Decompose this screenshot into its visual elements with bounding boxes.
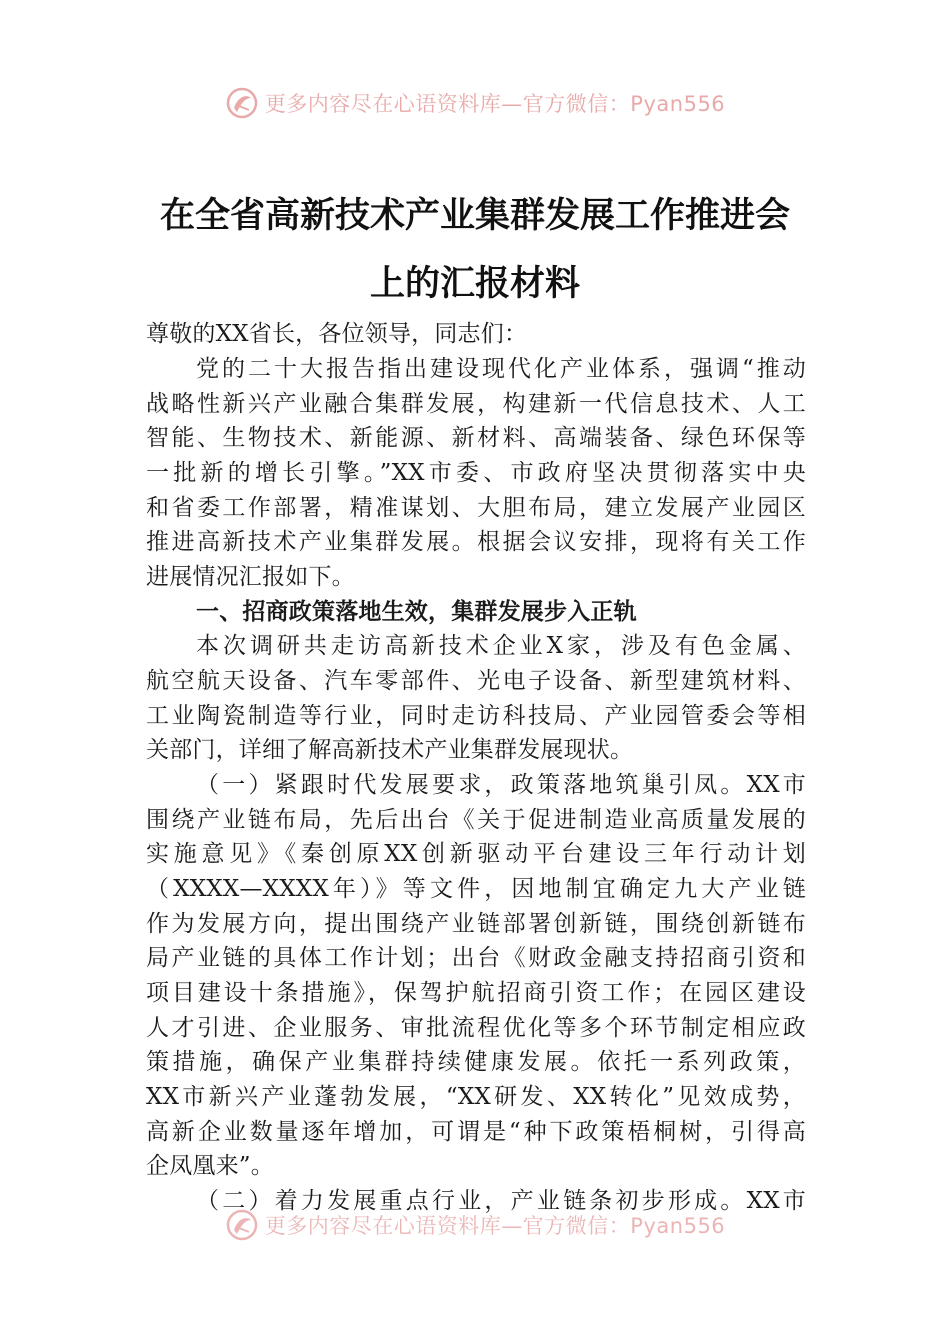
body-line: 战略性新兴产业融合集群发展，构建新一代信息技术、人工 xyxy=(146,391,806,417)
body-line: 围绕产业链布局，先后出台《关于促进制造业高质量发展的 xyxy=(146,807,806,833)
body-line: 项目建设十条措施》，保驾护航招商引资工作；在园区建设 xyxy=(146,980,806,1006)
body-line: 航空航天设备、汽车零部件、光电子设备、新型建筑材料、 xyxy=(146,668,806,694)
body-line: XX市新兴产业蓬勃发展，“XX研发、XX转化”见效成势， xyxy=(146,1084,806,1110)
subsection-heading-1: （一）紧跟时代发展要求，政策落地筑巢引凤。XX市 xyxy=(196,772,806,798)
body-line: 策措施，确保产业集群持续健康发展。依托一系列政策， xyxy=(146,1049,806,1075)
body-line: 和省委工作部署，精准谋划、大胆布局，建立发展产业园区 xyxy=(146,495,806,521)
document-title-line-2: 上的汇报材料 xyxy=(369,263,580,304)
body-line: 党的二十大报告指出建设现代化产业体系，强调“推动 xyxy=(196,356,806,382)
salutation: 尊敬的XX省长，各位领导，同志们： xyxy=(146,321,528,347)
watermark-footer xyxy=(0,1205,950,1245)
body-line: 本次调研共走访高新技术企业X家，涉及有色金属、 xyxy=(196,633,806,659)
body-line: 企凤凰来”。 xyxy=(146,1153,274,1179)
watermark-header xyxy=(0,83,950,123)
body-line: 工业陶瓷制造等行业，同时走访科技局、产业园管委会等相 xyxy=(146,703,806,729)
body-line: 关部门，详细了解高新技术产业集群发展现状。 xyxy=(146,737,634,763)
body-line: 人才引进、企业服务、审批流程优化等多个环节制定相应政 xyxy=(146,1015,806,1041)
body-line: （XXXX—XXXX年）》等文件，因地制宜确定九大产业链 xyxy=(146,876,806,902)
document-title-line-1: 在全省高新技术产业集群发展工作推进会 xyxy=(159,195,790,236)
section-heading-1: 一、招商政策落地生效，集群发展步入正轨 xyxy=(196,599,637,625)
body-line: 进展情况汇报如下。 xyxy=(146,564,355,590)
body-line: 高新企业数量逐年增加，可谓是“种下政策梧桐树，引得高 xyxy=(146,1119,806,1145)
body-line: 局产业链的具体工作计划；出台《财政金融支持招商引资和 xyxy=(146,945,806,971)
body-line: 一批新的增长引擎。”XX市委、市政府坚决贯彻落实中央 xyxy=(146,460,806,486)
watermark-text: 更多内容尽在心语资料库—官方微信：Pyan556 xyxy=(264,92,726,116)
brand-logo-icon xyxy=(225,1208,259,1242)
subsection-heading-2: （二）着力发展重点行业，产业链条初步形成。XX市 xyxy=(196,1188,806,1214)
watermark-text: 更多内容尽在心语资料库—官方微信：Pyan556 xyxy=(264,1214,726,1238)
body-line: 实施意见》《秦创原XX创新驱动平台建设三年行动计划 xyxy=(146,841,806,867)
body-line: 作为发展方向，提出围绕产业链部署创新链，围绕创新链布 xyxy=(146,911,806,937)
brand-logo-icon xyxy=(225,86,259,120)
body-line: 推进高新技术产业集群发展。根据会议安排，现将有关工作 xyxy=(146,529,806,555)
body-line: 智能、生物技术、新能源、新材料、高端装备、绿色环保等 xyxy=(146,425,806,451)
